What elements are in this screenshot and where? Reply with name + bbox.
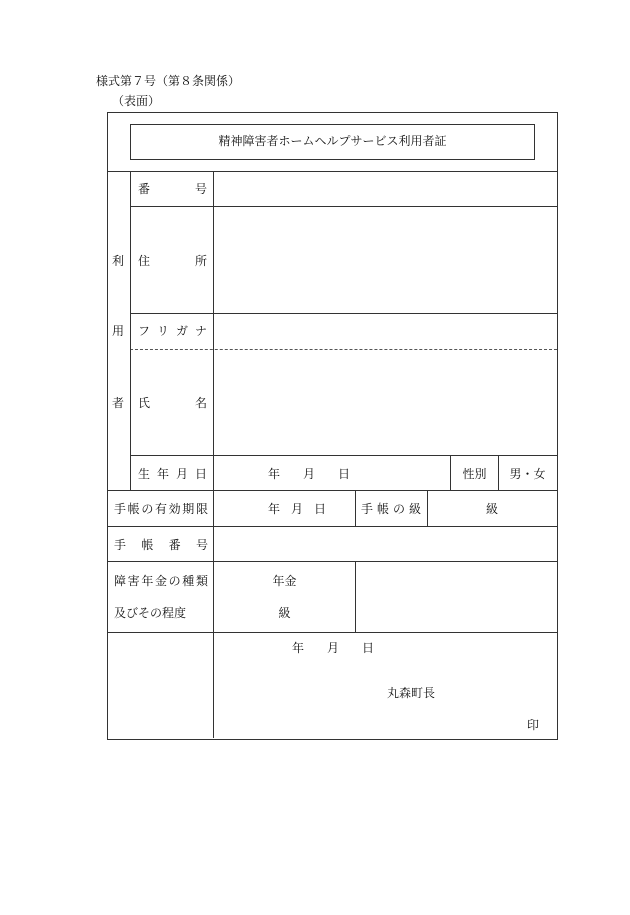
rule xyxy=(107,490,557,491)
address-label: 住 所 xyxy=(138,254,207,268)
rule xyxy=(107,171,557,172)
rule xyxy=(355,490,356,526)
section-label-char: 者 xyxy=(112,396,125,410)
notebook-number-label: 手 帳 番 号 xyxy=(114,538,208,552)
rule xyxy=(130,313,557,314)
pension-label-line1: 障 害 年 金 の 種 類 xyxy=(114,574,208,588)
rule xyxy=(130,171,131,490)
section-label-char: 利 xyxy=(112,254,125,268)
issuer-name: 丸森町長 xyxy=(387,686,436,700)
rule xyxy=(107,632,557,633)
name-label: 氏 名 xyxy=(138,396,207,410)
pension-grade-field[interactable]: 級 xyxy=(278,606,291,620)
sex-label: 性別 xyxy=(462,467,487,481)
form-side: （表面） xyxy=(112,94,161,108)
section-label-char: 用 xyxy=(112,324,125,338)
form-title: 精神障害者ホームヘルプサービス利用者証 xyxy=(218,134,447,148)
rule xyxy=(130,455,557,456)
rule xyxy=(107,526,557,527)
form-number: 様式第７号（第８条関係） xyxy=(96,74,241,88)
number-label: 番 号 xyxy=(138,182,207,196)
pension-type-field[interactable]: 年金 xyxy=(272,574,297,588)
grade-field[interactable]: 級 xyxy=(485,502,498,516)
grade-label: 手 帳 の 級 xyxy=(361,502,421,516)
dashed-rule xyxy=(130,349,557,350)
pension-label-line2: 及びその程度 xyxy=(114,606,187,620)
furigana-label: フ リ ガ ナ xyxy=(138,324,207,338)
rule xyxy=(130,206,557,207)
rule xyxy=(355,561,356,632)
seal-mark: 印 xyxy=(527,718,540,732)
validity-label: 手 帳 の 有 効 期 限 xyxy=(114,502,208,516)
issue-date-field[interactable]: 年 月 日 xyxy=(292,641,374,655)
sex-options[interactable]: 男・女 xyxy=(509,467,546,481)
rule xyxy=(213,171,214,738)
validity-date-field[interactable]: 年 月 日 xyxy=(268,502,326,516)
rule xyxy=(107,561,557,562)
birthdate-field[interactable]: 年 月 日 xyxy=(268,467,350,481)
birthdate-label: 生 年 月 日 xyxy=(138,467,207,481)
